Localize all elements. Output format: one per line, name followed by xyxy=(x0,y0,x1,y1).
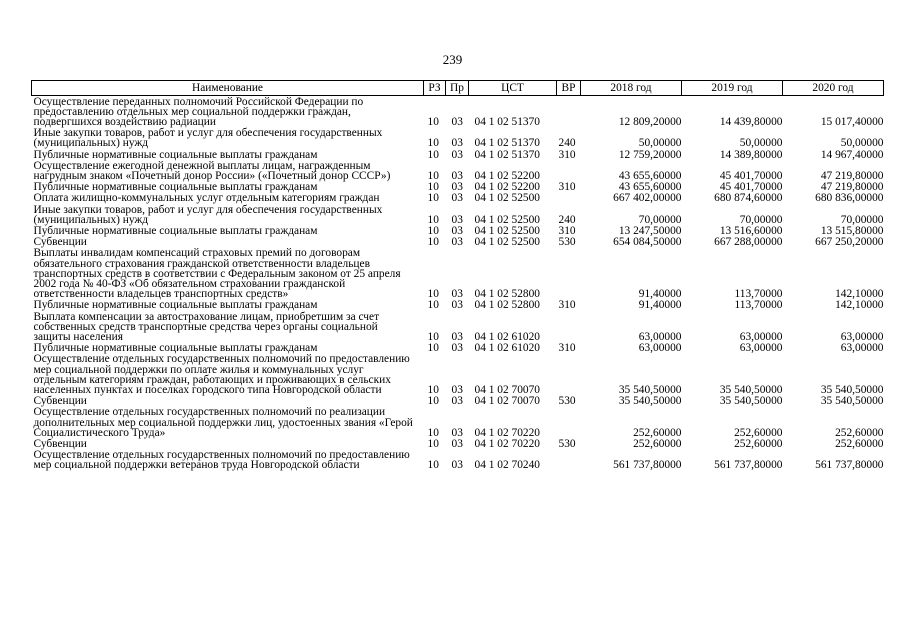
row-name: Субвенции xyxy=(33,236,87,249)
table-row xyxy=(32,128,884,149)
row-cst: 04 1 02 52200 xyxy=(474,169,540,182)
table-row xyxy=(32,407,884,439)
row-rz: 10 xyxy=(427,181,439,194)
row-rz: 10 xyxy=(427,342,439,355)
table-row xyxy=(32,96,884,128)
row-vr xyxy=(557,160,581,181)
row-vr: 530 xyxy=(558,438,576,450)
row-2018: 63,00000 xyxy=(638,330,682,343)
row-rz: 10 xyxy=(427,299,439,312)
row-name: Публичные нормативные социальные выплаты гражданам xyxy=(33,299,318,312)
row-cst: 04 1 02 51370 xyxy=(474,115,540,128)
row-2020: 70,00000 xyxy=(840,213,884,226)
row-2019: 63,00000 xyxy=(739,342,783,355)
row-2020: 252,60000 xyxy=(835,438,884,450)
table-row xyxy=(32,160,884,181)
table-row xyxy=(32,300,884,311)
row-cst: 04 1 02 52200 xyxy=(474,181,540,194)
row-name: Иные закупки товаров, работ и услуг для обеспечения государственных (муниципальных) нужд xyxy=(33,127,383,150)
row-2020: 667 250,20000 xyxy=(815,236,884,249)
row-2020: 50,00000 xyxy=(840,137,884,150)
table-row xyxy=(32,311,884,343)
row-2019: 70,00000 xyxy=(739,213,783,226)
row-rz: 10 xyxy=(427,236,439,249)
row-2018: 654 084,50000 xyxy=(613,236,682,249)
row-pr: 03 xyxy=(451,137,463,150)
row-cst: 04 1 02 51370 xyxy=(474,137,540,150)
table-row xyxy=(32,450,884,471)
row-2020: 14 967,40000 xyxy=(820,148,884,161)
row-2020: 680 836,00000 xyxy=(815,192,884,205)
row-2018: 561 737,80000 xyxy=(613,459,682,472)
row-cst: 04 1 02 70220 xyxy=(474,438,540,450)
row-2019: 35 540,50000 xyxy=(719,383,783,396)
row-name: Осуществление ежегодной денежной выплаты лицам, награжденным нагрудным знаком «Почетный донор России» («Почетный донор СССР») xyxy=(33,159,391,182)
row-2020: 47 219,80000 xyxy=(820,169,884,182)
row-vr xyxy=(557,311,581,343)
row-vr xyxy=(557,407,581,439)
row-vr xyxy=(557,193,581,204)
row-2019: 45 401,70000 xyxy=(719,169,783,182)
row-2019: 252,60000 xyxy=(734,438,783,450)
row-2020: 47 219,80000 xyxy=(820,181,884,194)
row-vr: 240 xyxy=(558,213,576,226)
header-2020: 2020 год xyxy=(783,81,884,96)
row-pr: 03 xyxy=(451,115,463,128)
row-2018: 13 247,50000 xyxy=(618,224,682,237)
table-row xyxy=(32,248,884,300)
row-2020: 15 017,40000 xyxy=(820,115,884,128)
row-2019: 63,00000 xyxy=(739,330,783,343)
row-vr: 530 xyxy=(558,236,576,249)
row-rz: 10 xyxy=(427,192,439,205)
row-name: Осуществление отдельных государственных полномочий по предоставлению мер социальной поддержки по оплате жилья и коммунальных услуг отдельным категориям граждан, работающих и проживающих в сельских населенных пунктах и поселках городского типа Новгородской области xyxy=(33,353,410,396)
row-2020: 35 540,50000 xyxy=(820,395,884,408)
row-rz: 10 xyxy=(427,383,439,396)
table-header xyxy=(32,81,884,96)
table-row xyxy=(32,193,884,204)
table-row xyxy=(32,237,884,248)
row-vr: 530 xyxy=(558,395,576,408)
header-vr: ВР xyxy=(557,81,581,96)
row-pr: 03 xyxy=(451,330,463,343)
row-2020: 142,10000 xyxy=(835,288,884,301)
row-2020: 561 737,80000 xyxy=(815,459,884,472)
row-cst: 04 1 02 70070 xyxy=(474,383,540,396)
row-cst: 04 1 02 61020 xyxy=(474,342,540,355)
row-2020: 35 540,50000 xyxy=(820,383,884,396)
row-2018: 12 759,20000 xyxy=(618,148,682,161)
table-row xyxy=(32,149,884,160)
row-name: Оплата жилищно-коммунальных услуг отдельным категориям граждан xyxy=(33,192,380,205)
header-2019: 2019 год xyxy=(682,81,783,96)
row-2018: 12 809,20000 xyxy=(618,115,682,128)
table-row xyxy=(32,225,884,236)
row-pr: 03 xyxy=(451,224,463,237)
header-pr: Пр xyxy=(446,81,469,96)
row-vr xyxy=(557,354,581,396)
table-row xyxy=(32,354,884,396)
row-vr: 310 xyxy=(558,181,576,194)
row-vr: 310 xyxy=(558,342,576,355)
row-2019: 14 439,80000 xyxy=(719,115,783,128)
row-name: Публичные нормативные социальные выплаты гражданам xyxy=(33,224,318,237)
row-vr: 310 xyxy=(558,148,576,161)
row-2019: 113,70000 xyxy=(734,299,783,312)
row-pr: 03 xyxy=(451,148,463,161)
row-vr: 240 xyxy=(558,137,576,150)
row-rz: 10 xyxy=(427,115,439,128)
table-row xyxy=(32,439,884,450)
row-rz: 10 xyxy=(427,438,439,450)
row-2019: 35 540,50000 xyxy=(719,395,783,408)
row-vr xyxy=(557,450,581,471)
table-row xyxy=(32,182,884,193)
row-cst: 04 1 02 70240 xyxy=(474,459,540,472)
row-cst: 04 1 02 52500 xyxy=(474,236,540,249)
row-2019: 14 389,80000 xyxy=(719,148,783,161)
row-2019: 561 737,80000 xyxy=(714,459,783,472)
row-2018: 252,60000 xyxy=(633,426,682,439)
row-pr: 03 xyxy=(451,192,463,205)
row-cst: 04 1 02 70070 xyxy=(474,395,540,408)
row-2020: 13 515,80000 xyxy=(820,224,884,237)
row-name: Субвенции xyxy=(33,438,87,450)
row-pr: 03 xyxy=(451,169,463,182)
row-pr: 03 xyxy=(451,181,463,194)
row-2019: 13 516,60000 xyxy=(719,224,783,237)
table-body xyxy=(32,96,884,472)
row-pr: 03 xyxy=(451,342,463,355)
row-2019: 45 401,70000 xyxy=(719,181,783,194)
row-cst: 04 1 02 52500 xyxy=(474,213,540,226)
row-2019: 667 288,00000 xyxy=(714,236,783,249)
row-name: Выплаты инвалидам компенсаций страховых премий по договорам обязательного страхования гражданской ответственности владельцев транспортных средств в соответствии с Федеральным законом от 25 апреля 2002 года № 40-ФЗ «Об обязательном страховании гражданской ответственности владельцев транспортных средств» xyxy=(33,247,401,301)
row-pr: 03 xyxy=(451,213,463,226)
row-pr: 03 xyxy=(451,395,463,408)
row-cst: 04 1 02 52500 xyxy=(474,224,540,237)
header-2018: 2018 год xyxy=(581,81,682,96)
row-2020: 63,00000 xyxy=(840,330,884,343)
row-2018: 252,60000 xyxy=(633,438,682,450)
table-row xyxy=(32,396,884,407)
table-row xyxy=(32,204,884,225)
row-cst: 04 1 02 52800 xyxy=(474,299,540,312)
row-pr: 03 xyxy=(451,438,463,450)
row-name: Выплата компенсации за автострахование лицам, приобретшим за счет собственных средств транспортные средства через органы социальной защиты населения xyxy=(33,310,380,343)
row-cst: 04 1 02 52800 xyxy=(474,288,540,301)
row-pr: 03 xyxy=(451,383,463,396)
row-vr: 310 xyxy=(558,299,576,312)
row-2018: 91,40000 xyxy=(638,299,682,312)
row-vr xyxy=(557,248,581,300)
budget-table xyxy=(31,80,884,471)
row-2018: 70,00000 xyxy=(638,213,682,226)
row-2019: 113,70000 xyxy=(734,288,783,301)
row-cst: 04 1 02 70220 xyxy=(474,426,540,439)
row-2018: 91,40000 xyxy=(638,288,682,301)
row-2019: 680 874,60000 xyxy=(714,192,783,205)
row-2018: 35 540,50000 xyxy=(618,395,682,408)
row-rz: 10 xyxy=(427,330,439,343)
row-name: Субвенции xyxy=(33,395,87,408)
row-rz: 10 xyxy=(427,288,439,301)
row-name: Публичные нормативные социальные выплаты гражданам xyxy=(33,342,318,355)
row-cst: 04 1 02 52500 xyxy=(474,192,540,205)
header-name: Наименование xyxy=(32,81,424,96)
row-rz: 10 xyxy=(427,169,439,182)
row-pr: 03 xyxy=(451,236,463,249)
header-rz: РЗ xyxy=(424,81,446,96)
row-pr: 03 xyxy=(451,299,463,312)
row-2018: 35 540,50000 xyxy=(618,383,682,396)
row-2020: 63,00000 xyxy=(840,342,884,355)
row-name: Публичные нормативные социальные выплаты гражданам xyxy=(33,148,318,161)
row-name: Иные закупки товаров, работ и услуг для обеспечения государственных (муниципальных) нужд xyxy=(33,203,383,226)
header-cst: ЦСТ xyxy=(469,81,557,96)
row-rz: 10 xyxy=(427,224,439,237)
row-vr: 310 xyxy=(558,224,576,237)
row-rz: 10 xyxy=(427,459,439,472)
row-name: Осуществление переданных полномочий Российской Федерации по предоставлению отдельных мер социальной поддержки граждан, подвергшихся воздействию радиации xyxy=(33,95,364,128)
row-2018: 43 655,60000 xyxy=(618,169,682,182)
row-rz: 10 xyxy=(427,395,439,408)
row-2020: 252,60000 xyxy=(835,426,884,439)
row-pr: 03 xyxy=(451,288,463,301)
row-name: Осуществление отдельных государственных полномочий по предоставлению мер социальной поддержки ветеранов труда Новгородской области xyxy=(33,449,410,472)
row-2019: 50,00000 xyxy=(739,137,783,150)
row-2018: 667 402,00000 xyxy=(613,192,682,205)
row-rz: 10 xyxy=(427,137,439,150)
table-row xyxy=(32,343,884,354)
row-name: Публичные нормативные социальные выплаты гражданам xyxy=(33,181,318,194)
row-pr: 03 xyxy=(451,426,463,439)
row-2020: 142,10000 xyxy=(835,299,884,312)
page-number: 239 xyxy=(442,52,463,67)
row-pr: 03 xyxy=(451,459,463,472)
row-cst: 04 1 02 61020 xyxy=(474,330,540,343)
row-rz: 10 xyxy=(427,426,439,439)
row-cst: 04 1 02 51370 xyxy=(474,148,540,161)
row-2018: 43 655,60000 xyxy=(618,181,682,194)
row-name: Осуществление отдельных государственных полномочий по реализации дополнительных мер социальной поддержки лиц, удостоенных звания «Герой Социалистического Труда» xyxy=(33,406,413,439)
row-vr xyxy=(557,96,581,128)
row-rz: 10 xyxy=(427,148,439,161)
row-2018: 50,00000 xyxy=(638,137,682,150)
row-2019: 252,60000 xyxy=(734,426,783,439)
row-rz: 10 xyxy=(427,213,439,226)
row-2018: 63,00000 xyxy=(638,342,682,355)
